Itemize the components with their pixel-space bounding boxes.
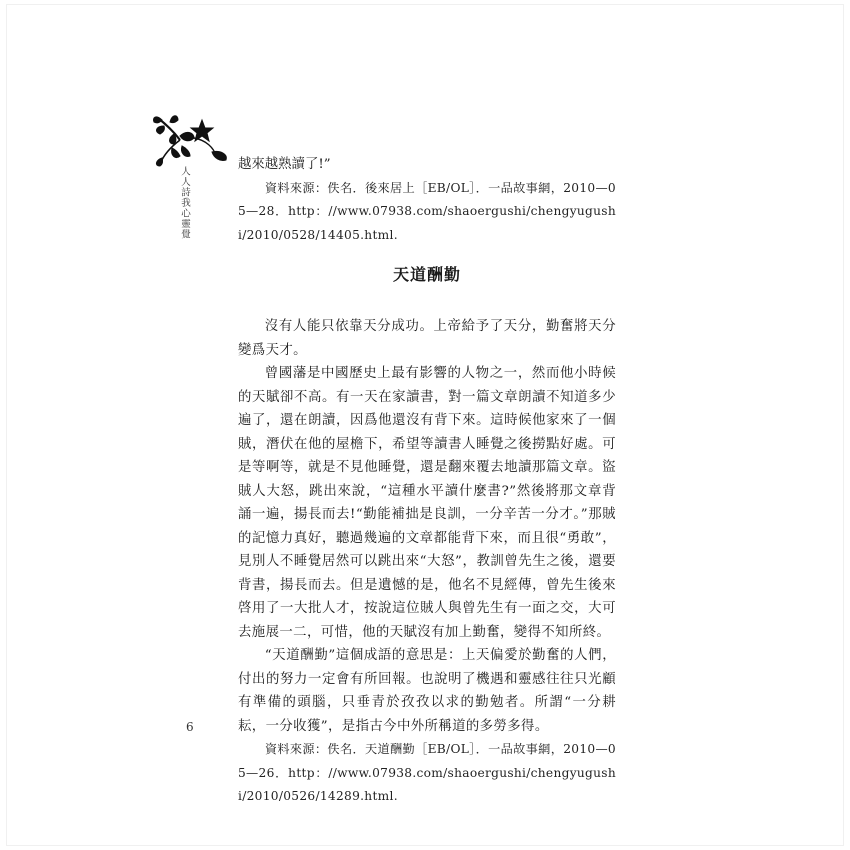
chapter-body	[238, 315, 616, 809]
series-title: 人人詩我心靈覺	[179, 166, 190, 240]
source-citation: 資料來源：佚名．天道酬勤［EB/OL］．一品故事網，2010—05—26．http：//www.07938.com/shaoergushi/chengyugushi/2010/0526/14289.html.	[238, 742, 616, 803]
bamboo-ornament-icon	[150, 112, 232, 172]
page-number: 6	[186, 720, 194, 734]
body-paragraph: 沒有人能只依靠天分成功。上帝給予了天分，勤奮將天分變爲天才。	[238, 319, 616, 358]
body-paragraph: “天道酬勤”這個成語的意思是：上天偏愛於勤奮的人們，付出的努力一定會有所回報。也說明了機遇和靈感往往只光顧有準備的頭腦，只垂青於孜孜以求的勤勉者。所謂“一分耕耘，一分收獲”，是指古今中外所稱道的多勞多得。	[238, 648, 616, 734]
body-paragraph: 曾國藩是中國歷史上最有影響的人物之一，然而他小時候的天賦卻不高。有一天在家讀書，對一篇文章朗讀不知道多少遍了，還在朗讀，因爲他還沒有背下來。這時候他家來了一個賊，潛伏在他的屋檐下，希望等讀書人睡覺之後撈點好處。可是等啊等，就是不見他睡覺，還是翻來覆去地讀那篇文章。盜賊人大怒，跳出來說，“這種水平讀什麼書?”然後將那文章背誦一遍，揚長而去!“勤能補拙是良訓，一分辛苦一分才。”那賊的記憶力真好，聽過幾遍的文章都能背下來，而且很“勇敢”，見別人不睡覺居然可以跳出來“大怒”，教訓曾先生之後，還要背書，揚長而去。但是遺憾的是，他名不見經傳，曾先生後來啓用了一大批人才，按說這位賊人與曾先生有一面之交，大可去施展一二，可惜，他的天賦沒有加上勤奮，變得不知所終。	[238, 366, 616, 640]
source-citation: 資料來源：佚名．後來居上［EB/OL］．一品故事網，2010—05—28．http：//www.07938.com/shaoergushi/chengyugushi/2010/0528/14405.html.	[238, 180, 616, 242]
continuation-text: 越來越熟讀了!”	[238, 157, 331, 172]
chapter-title: 天道酬勤	[392, 265, 461, 284]
previous-section-ending	[238, 153, 616, 247]
